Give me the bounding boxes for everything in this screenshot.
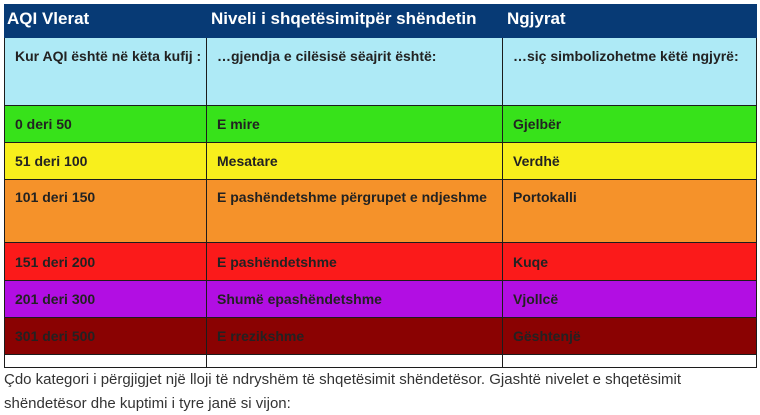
header-colors: Ngjyrat bbox=[503, 5, 757, 38]
cell-range: 101 deri 150 bbox=[5, 180, 207, 243]
table-row-good bbox=[5, 106, 757, 143]
cell-range: 51 deri 100 bbox=[5, 143, 207, 180]
subheader-cell: …gjendja e cilësisë sëajrit është: bbox=[207, 38, 503, 106]
table-row-sensitive bbox=[5, 180, 757, 243]
cell-range: 0 deri 50 bbox=[5, 106, 207, 143]
header-health-concern: Niveli i shqetësimitpër shëndetin bbox=[207, 5, 503, 38]
cell-range: 201 deri 300 bbox=[5, 281, 207, 318]
cell-color: Verdhë bbox=[503, 143, 757, 180]
table-header-row bbox=[5, 5, 757, 38]
header-aqi-values: AQI Vlerat bbox=[5, 5, 207, 38]
table-row-very-unhealthy bbox=[5, 281, 757, 318]
cell-color: Gështenjë bbox=[503, 318, 757, 355]
empty-cell bbox=[207, 355, 503, 368]
table-subheader-row bbox=[5, 38, 757, 106]
cell-range: 301 deri 500 bbox=[5, 318, 207, 355]
cell-level: E pashëndetshme përgrupet e ndjeshme bbox=[207, 180, 503, 243]
cell-color: Vjollcë bbox=[503, 281, 757, 318]
caption-text: Çdo kategori i përgjigjet një lloji të ndryshëm të shqetësimit shëndetësor. Gjashtë nivelet e shqetësimit shëndetësor dhe kuptimi i tyre janë si vijon: bbox=[4, 371, 682, 412]
subheader-cell: Kur AQI është në këta kufij : bbox=[5, 38, 207, 106]
table-row-moderate bbox=[5, 143, 757, 180]
table-row-hazardous bbox=[5, 318, 757, 355]
cell-level: E rrezikshme bbox=[207, 318, 503, 355]
empty-cell bbox=[503, 355, 757, 368]
table-row-unhealthy bbox=[5, 243, 757, 281]
cell-color: Kuqe bbox=[503, 243, 757, 281]
subheader-cell: …siç simbolizohetme këtë ngjyrë: bbox=[503, 38, 757, 106]
cell-level: Shumë epashëndetshme bbox=[207, 281, 503, 318]
cell-level: E pashëndetshme bbox=[207, 243, 503, 281]
cell-color: Portokalli bbox=[503, 180, 757, 243]
cell-level: Mesatare bbox=[207, 143, 503, 180]
empty-cell bbox=[5, 355, 207, 368]
cell-range: 151 deri 200 bbox=[5, 243, 207, 281]
table-empty-row bbox=[5, 355, 757, 368]
cell-level: E mire bbox=[207, 106, 503, 143]
cell-color: Gjelbër bbox=[503, 106, 757, 143]
aqi-table bbox=[4, 4, 757, 368]
